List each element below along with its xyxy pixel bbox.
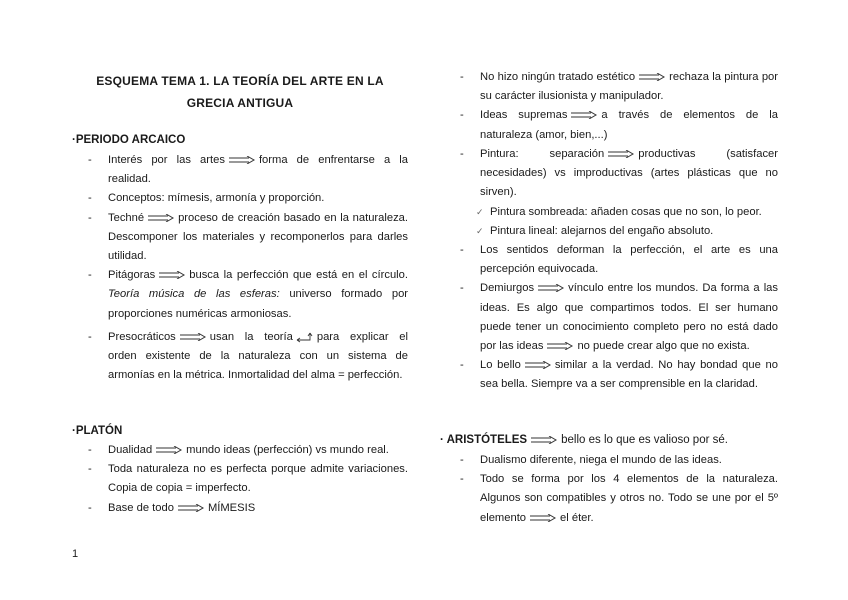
- page-number: 1: [72, 548, 79, 560]
- implies-arrow-icon: [608, 150, 634, 158]
- text: Interés por las artes: [108, 154, 225, 166]
- list-item: [460, 106, 778, 144]
- list-item: [460, 279, 778, 356]
- list-item: [88, 441, 408, 460]
- sub-item: [476, 222, 713, 241]
- list-item: [88, 266, 408, 324]
- list-platon: [88, 441, 408, 518]
- text: similar a la verdad. No hay bondad que no sea bella. Siempre va a ser comprensible en la claridad.: [480, 359, 778, 391]
- implies-arrow-icon: [571, 111, 597, 119]
- implies-arrow-icon: [639, 73, 665, 81]
- implies-arrow-icon: [538, 284, 564, 292]
- text: proceso de creación basado en la naturaleza. Descomponer los materiales y recomponerlos para darles utilidad.: [108, 211, 408, 263]
- text: Dualidad: [108, 444, 153, 456]
- text: mundo ideas (perfección) vs mundo real.: [186, 444, 389, 456]
- text: productivas (satisfacer necesidades) vs improductivas (artes plásticas que no sirven).: [480, 147, 778, 199]
- text: Conceptos: mímesis, armonía y proporción.: [108, 192, 325, 205]
- text: para explicar el orden existente de la naturaleza con un sistema de armonías en la métrica. Inmortalidad del alma = perfección.: [108, 330, 408, 382]
- text: Ideas supremas: [480, 109, 568, 122]
- list-item: [460, 68, 778, 106]
- list-item: [460, 241, 778, 279]
- text: Pintura: separación: [480, 147, 605, 160]
- implies-arrow-icon: [148, 214, 174, 222]
- text: Toda naturaleza no es perfecta porque admite variaciones. Copia de copia = imperfecto.: [108, 463, 408, 495]
- list-item: [88, 151, 408, 189]
- checkmark-icon: ✓: [476, 207, 484, 217]
- implies-arrow-icon: [159, 271, 185, 279]
- list-item: [88, 460, 408, 498]
- implies-arrow-icon: [547, 342, 573, 350]
- text: el éter.: [560, 511, 594, 524]
- heading-aristoteles-line: [440, 434, 728, 446]
- text: Los sentidos deforman la perfección, el arte es una percepción equivocada.: [480, 244, 778, 276]
- text: Dualismo diferente, niega el mundo de las ideas.: [480, 454, 722, 466]
- list-item: [460, 451, 778, 470]
- heading-aristoteles: · ARISTÓTELES: [440, 434, 528, 446]
- implies-arrow-icon: [178, 504, 204, 512]
- text: Presocráticos: [108, 330, 176, 343]
- text: Pintura lineal: alejarnos del engaño absoluto.: [490, 225, 714, 237]
- text: Todo se forma por los 4 elementos de la naturaleza. Algunos son compatibles y otros no. Todo se une por el 5º elemento: [480, 473, 778, 524]
- text: MÍMESIS: [207, 501, 256, 514]
- text: bello es lo que es valioso por sé.: [561, 434, 728, 446]
- sub-item: [476, 203, 762, 222]
- text: usan la teoría: [209, 330, 293, 343]
- title-line-2: GRECIA ANTIGUA: [186, 96, 294, 110]
- checkmark-icon: ✓: [476, 226, 484, 236]
- implies-arrow-icon: [156, 446, 182, 454]
- implies-arrow-icon: [180, 333, 206, 341]
- implies-arrow-icon: [229, 156, 255, 164]
- text: Lo bello: [480, 359, 521, 372]
- text: no puede crear algo que no exista.: [577, 340, 750, 353]
- text-italic: Teoría música de las esferas:: [108, 288, 280, 301]
- implies-arrow-icon: [525, 361, 551, 369]
- text: vínculo entre los mundos. Da forma a las ideas. Es algo que compartimos todos. El ser humano puede tener un conocimiento completo pero no está dado por las ideas: [480, 282, 778, 353]
- return-arrow-icon: [296, 331, 314, 343]
- text: Techné: [108, 211, 145, 224]
- heading-periodo-arcaico: ·PERIODO ARCAICO: [72, 134, 186, 146]
- document-title: [72, 70, 408, 114]
- text: Demiurgos: [480, 282, 535, 295]
- list-item: [460, 145, 778, 203]
- text: busca la perfección que está en el círculo.: [189, 269, 408, 282]
- text: rechaza la pintura por su carácter ilusionista y manipulador.: [480, 71, 778, 103]
- heading-platon: ·PLATÓN: [72, 425, 123, 437]
- text: a través de elementos de la naturaleza (amor, bien,...): [480, 109, 778, 141]
- list-item: [88, 328, 408, 386]
- implies-arrow-icon: [530, 514, 556, 522]
- list-platon-cont: [460, 68, 778, 202]
- list-item: [88, 499, 408, 518]
- list-item: [460, 356, 778, 394]
- text: Pitágoras: [108, 269, 156, 282]
- text: Pintura sombreada: añaden cosas que no son, lo peor.: [490, 206, 762, 218]
- title-line-1: ESQUEMA TEMA 1. LA TEORÍA DEL ARTE EN LA: [96, 74, 384, 88]
- text: universo formado por proporciones numéricas armoniosas.: [108, 288, 409, 320]
- text: Base de todo: [108, 501, 174, 514]
- text: forma de enfrentarse a la realidad.: [108, 154, 409, 186]
- list-arcaico: [88, 151, 408, 385]
- list-aristoteles: [460, 451, 778, 528]
- list-platon-cont-2: [460, 241, 778, 395]
- list-item: [460, 470, 778, 528]
- implies-arrow-icon: [531, 436, 557, 444]
- text: No hizo ningún tratado estético: [480, 71, 636, 83]
- list-item: [88, 189, 408, 208]
- list-item: [88, 209, 408, 267]
